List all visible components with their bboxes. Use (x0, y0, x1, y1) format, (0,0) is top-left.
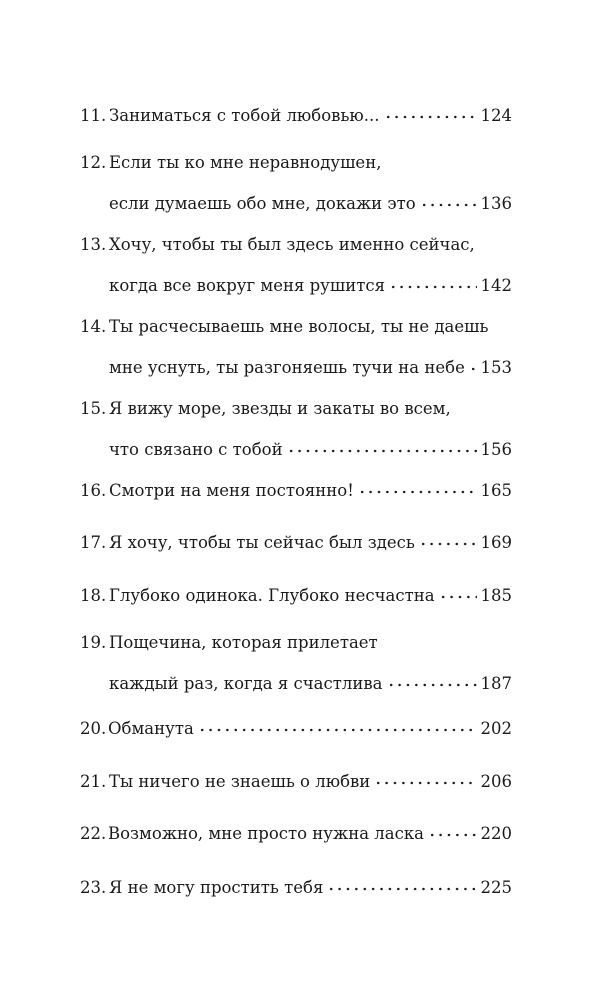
toc-entry-20 (80, 713, 512, 738)
toc-line (80, 352, 512, 377)
entry-page-number: 165 (480, 481, 512, 500)
entry-number: 17. (80, 533, 107, 552)
toc-entry-16 (80, 475, 512, 500)
toc-line (80, 580, 512, 605)
entry-page-number: 142 (480, 276, 512, 295)
entry-number: 16. (80, 481, 107, 500)
dot-leader (358, 475, 477, 496)
entry-number: 15. (80, 399, 107, 418)
entry-number: 22. (80, 824, 107, 843)
toc-entry-14 (80, 316, 512, 377)
dot-leader (374, 766, 476, 787)
toc-entry-18 (80, 580, 512, 605)
toc-entry-19 (80, 632, 512, 693)
toc-entry-11 (80, 100, 512, 125)
entry-page-number: 169 (480, 533, 512, 552)
entry-number: 20. (80, 719, 107, 738)
entry-page-number: 225 (480, 878, 512, 897)
toc-line (80, 527, 512, 552)
toc-line (80, 100, 512, 125)
toc-line (80, 872, 512, 897)
toc-entry-22 (80, 818, 512, 843)
toc-line (80, 668, 512, 693)
entry-title: Я хочу, чтобы ты сейчас был здесь (109, 533, 415, 552)
dot-leader (287, 434, 477, 455)
entry-page-number: 153 (480, 358, 512, 377)
entry-title: Возможно, мне просто нужна ласка (108, 824, 424, 843)
dot-leader (198, 713, 477, 734)
toc-line (80, 475, 512, 500)
entry-number: 23. (80, 878, 107, 897)
entry-title: Заниматься с тобой любовью... (109, 106, 380, 125)
entry-title: Хочу, чтобы ты был здесь именно сейчас, (109, 235, 475, 254)
entry-page-number: 185 (480, 586, 512, 605)
toc-entry-12 (80, 152, 512, 213)
entry-number: 12. (80, 153, 107, 172)
entry-page-number: 206 (480, 772, 512, 791)
entry-title: Смотри на меня постоянно! (109, 481, 354, 500)
entry-title-continuation: когда все вокруг меня рушится (109, 276, 386, 295)
entry-number: 14. (80, 317, 107, 336)
entry-page-number: 156 (480, 440, 512, 459)
entry-title: Ты ничего не знаешь о любви (109, 772, 371, 791)
toc-entry-21 (80, 766, 512, 791)
entry-page-number: 187 (480, 674, 512, 693)
entry-number: 19. (80, 633, 107, 652)
entry-title: Глубоко одинока. Глубоко несчастна (109, 586, 435, 605)
entry-page-number: 124 (480, 106, 512, 125)
entry-title: Я вижу море, звезды и закаты во всем, (109, 399, 451, 418)
entry-title: Я не могу простить тебя (109, 878, 324, 897)
dot-leader (327, 872, 476, 893)
entry-title: Пощечина, которая прилетает (109, 633, 378, 652)
toc-line (80, 766, 512, 791)
toc-line (80, 270, 512, 295)
entry-number: 11. (80, 106, 107, 125)
entry-title-continuation: каждый раз, когда я счастлива (109, 674, 383, 693)
toc-line (80, 632, 512, 653)
entry-title-continuation: если думаешь обо мне, докажи это (109, 194, 416, 213)
entry-title: Ты расчесываешь мне волосы, ты не даешь (109, 317, 489, 336)
toc-line (80, 152, 512, 173)
toc-line (80, 316, 512, 337)
toc-line (80, 818, 512, 843)
entry-page-number: 220 (480, 824, 512, 843)
dot-leader (419, 527, 477, 548)
dot-leader (389, 270, 476, 291)
entry-title-continuation: мне уснуть, ты разгоняешь тучи на небе (109, 358, 465, 377)
entry-number: 13. (80, 235, 107, 254)
dot-leader (439, 580, 477, 601)
dot-leader (387, 668, 477, 689)
entry-number: 18. (80, 586, 107, 605)
toc-entry-17 (80, 527, 512, 552)
toc-line (80, 434, 512, 459)
toc-line (80, 713, 512, 738)
toc-line (80, 188, 512, 213)
entry-page-number: 202 (480, 719, 512, 738)
entry-page-number: 136 (480, 194, 512, 213)
toc-line (80, 398, 512, 419)
dot-leader (384, 100, 477, 121)
entry-title-continuation: что связано с тобой (109, 440, 283, 459)
dot-leader (420, 188, 477, 209)
dot-leader (428, 818, 477, 839)
toc-entry-13 (80, 234, 512, 295)
toc-entry-23 (80, 872, 512, 897)
toc-entry-15 (80, 398, 512, 459)
entry-number: 21. (80, 772, 107, 791)
toc-line (80, 234, 512, 255)
entry-title: Обманута (108, 719, 194, 738)
entry-title: Если ты ко мне неравнодушен, (109, 153, 382, 172)
dot-leader (469, 352, 477, 373)
